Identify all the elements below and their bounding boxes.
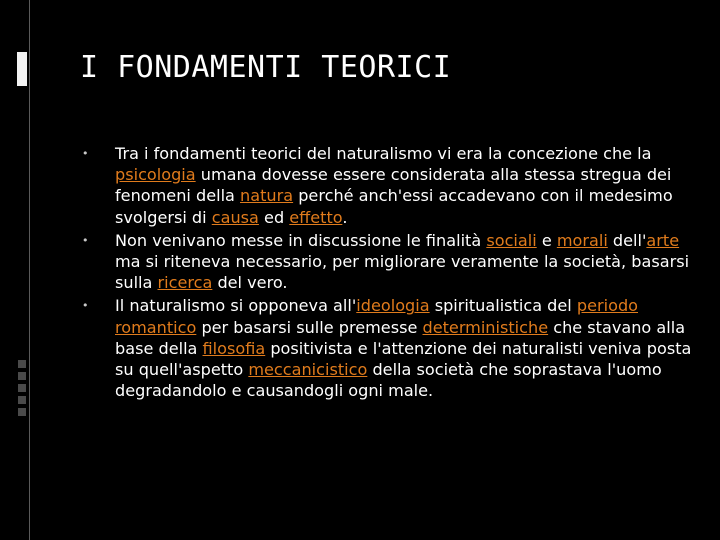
hyperlink[interactable]: morali bbox=[556, 230, 608, 250]
hyperlink[interactable]: periodo romantico bbox=[115, 296, 639, 337]
slide-title: I FONDAMENTI TEORICI bbox=[80, 50, 452, 85]
bullet-text: . bbox=[342, 207, 348, 227]
bullet-item bbox=[82, 295, 702, 401]
hyperlink[interactable]: psicologia bbox=[115, 165, 196, 185]
bullet-item bbox=[82, 230, 702, 294]
bullet-text: Il naturalismo si opponeva all' bbox=[115, 296, 357, 316]
hyperlink[interactable]: ricerca bbox=[157, 273, 213, 293]
left-decorative-rule bbox=[29, 0, 30, 540]
hyperlink[interactable]: natura bbox=[240, 186, 294, 206]
bullet-text: Non venivano messe in discussione le finalità bbox=[115, 230, 487, 250]
bullet-text: del vero. bbox=[212, 273, 288, 293]
hyperlink[interactable]: meccanicistico bbox=[248, 360, 368, 380]
bullet-glyph: • bbox=[82, 299, 89, 313]
hyperlink[interactable]: ideologia bbox=[356, 296, 430, 316]
hyperlink[interactable]: sociali bbox=[486, 230, 537, 250]
decorative-marker bbox=[18, 360, 26, 368]
bullet-text: e bbox=[536, 230, 557, 250]
hyperlink[interactable]: filosofia bbox=[202, 338, 266, 358]
bullet-text: ma si riteneva necessario, per migliorare veramente la società, basarsi sulla bbox=[115, 252, 690, 293]
decorative-marker-large bbox=[17, 52, 27, 86]
decorative-marker bbox=[18, 408, 26, 416]
bullet-text: spiritualistica del bbox=[429, 296, 577, 316]
bullet-text: dell' bbox=[607, 230, 647, 250]
decorative-marker bbox=[18, 372, 26, 380]
bullet-text: ed bbox=[258, 207, 290, 227]
hyperlink[interactable]: deterministiche bbox=[422, 317, 549, 337]
bullet-text: umana dovesse essere considerata alla stessa stregua dei fenomeni della bbox=[115, 165, 672, 206]
bullet-glyph: • bbox=[82, 147, 89, 160]
hyperlink[interactable]: arte bbox=[646, 230, 680, 250]
bullet-text: perché anch'essi accadevano con il medesimo svolgersi di bbox=[115, 186, 673, 227]
bullet-text: che stavano alla base della bbox=[115, 317, 686, 358]
decorative-marker bbox=[18, 384, 26, 392]
hyperlink[interactable]: effetto bbox=[289, 207, 343, 227]
hyperlink[interactable]: causa bbox=[211, 207, 259, 227]
slide-body bbox=[82, 143, 702, 403]
bullet-item bbox=[82, 143, 702, 228]
bullet-text: per basarsi sulle premesse bbox=[196, 317, 423, 337]
bullet-glyph: • bbox=[82, 233, 89, 247]
bullet-text: della società che soprastava l'uomo degradandolo e causandogli ogni male. bbox=[115, 360, 662, 401]
bullet-text: positivista e l'attenzione dei naturalisti veniva posta su quell'aspetto bbox=[115, 338, 692, 380]
bullet-text: Tra i fondamenti teorici del naturalismo vi era la concezione che la bbox=[115, 144, 652, 163]
decorative-marker bbox=[18, 396, 26, 404]
